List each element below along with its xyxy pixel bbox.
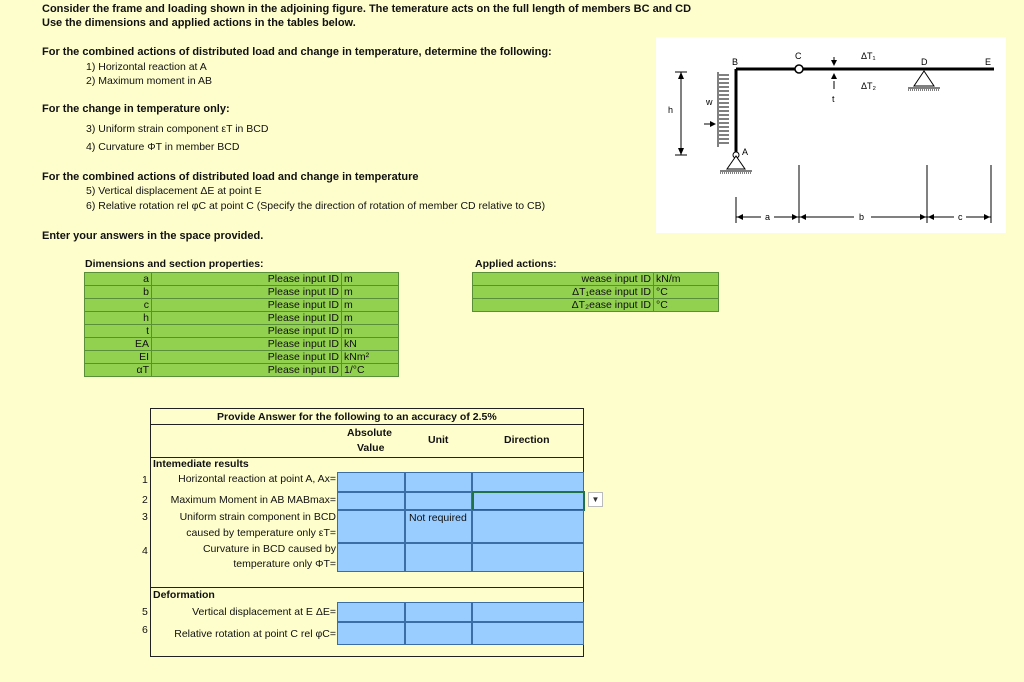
action-unit: °C: [654, 286, 719, 299]
dimension-input[interactable]: Please input ID: [152, 364, 342, 377]
answer-1-direction[interactable]: [472, 472, 584, 492]
answer-5-direction[interactable]: [472, 602, 584, 622]
answer-2-direction-select[interactable]: [472, 491, 585, 511]
dimension-unit: m: [342, 312, 399, 325]
answer-6-unit[interactable]: [405, 622, 472, 645]
answer-5-value[interactable]: [337, 602, 405, 622]
dimension-input[interactable]: Please input ID: [152, 273, 342, 286]
action-row: [473, 299, 719, 312]
dimension-label: αT: [85, 364, 152, 377]
answer-1-value[interactable]: [337, 472, 405, 492]
action-label: ΔT₂: [571, 299, 590, 311]
dimension-label: t: [85, 325, 152, 338]
question-2: 2) Maximum moment in AB: [86, 75, 213, 87]
answer-2-value[interactable]: [337, 492, 405, 510]
dimension-label: EA: [85, 338, 152, 351]
a-dim-label: a: [765, 212, 771, 222]
deformation-label: Deformation: [153, 589, 215, 601]
combined2-title: For the combined actions of distributed load and change in temperature: [42, 171, 419, 183]
col-direction: Direction: [504, 434, 550, 446]
dimension-label: EI: [85, 351, 152, 364]
row-6-label: Relative rotation at point C rel φC=: [174, 628, 336, 640]
dimension-input[interactable]: Please input ID: [152, 338, 342, 351]
answer-3-direction[interactable]: [472, 510, 584, 543]
dimension-row: [85, 364, 399, 377]
dimension-unit: 1/°C: [342, 364, 399, 377]
intro-line-1: Consider the frame and loading shown in the adjoining figure. The temerature acts on the full length of members BC and CD: [42, 3, 692, 15]
h-label: h: [668, 105, 674, 115]
dimension-input[interactable]: Please input ID: [152, 325, 342, 338]
row-number-6: 6: [142, 624, 148, 636]
dimension-row: [85, 312, 399, 325]
intermediate-label: Intemediate results: [153, 458, 249, 470]
row-number-2: 2: [142, 494, 148, 506]
action-input[interactable]: [473, 299, 654, 312]
dimensions-table: [84, 272, 399, 377]
w-label: w: [706, 97, 713, 107]
enter-instruction: Enter your answers in the space provided.: [42, 230, 264, 242]
dimension-input[interactable]: Please input ID: [152, 286, 342, 299]
t-label: t: [832, 94, 835, 104]
temp-title: For the change in temperature only:: [42, 103, 230, 115]
e-point-label: E: [985, 57, 992, 67]
c-dim-label: c: [958, 212, 963, 222]
d-point-label: D: [921, 57, 928, 67]
b-dim-label: b: [859, 212, 865, 222]
b-point-label: B: [732, 57, 739, 67]
col-absolute-2: Value: [357, 442, 385, 454]
row-4-label-b: temperature only ΦT=: [233, 558, 336, 570]
dimension-label: a: [85, 273, 152, 286]
row-5-label: Vertical displacement at E ΔE=: [192, 606, 336, 618]
dimension-row: [85, 338, 399, 351]
dimension-row: [85, 325, 399, 338]
c-point-label: C: [795, 51, 802, 61]
action-value: ease input ID: [589, 273, 651, 285]
col-unit: Unit: [428, 434, 449, 446]
frame-figure: [656, 37, 1006, 233]
dimension-unit: kN: [342, 338, 399, 351]
action-value: ease input ID: [589, 299, 651, 311]
dimension-unit: kNm²: [342, 351, 399, 364]
dimension-unit: m: [342, 273, 399, 286]
row-number-3: 3: [142, 511, 148, 523]
col-absolute-1: Absolute: [347, 427, 392, 439]
answer-6-direction[interactable]: [472, 622, 584, 645]
dimension-input[interactable]: Please input ID: [152, 312, 342, 325]
action-input[interactable]: [473, 286, 654, 299]
action-input[interactable]: [473, 273, 654, 286]
answer-6-value[interactable]: [337, 622, 405, 645]
row-number-4: 4: [142, 545, 148, 557]
dimension-unit: m: [342, 286, 399, 299]
intro-line-2: Use the dimensions and applied actions in the tables below.: [42, 17, 356, 29]
dimension-label: c: [85, 299, 152, 312]
actions-title: Applied actions:: [475, 258, 557, 270]
frame-diagram: [656, 37, 1006, 233]
dimension-label: b: [85, 286, 152, 299]
dimension-input[interactable]: Please input ID: [152, 299, 342, 312]
dimension-row: [85, 286, 399, 299]
answer-4-direction[interactable]: [472, 543, 584, 572]
question-3: 3) Uniform strain component εT in BCD: [86, 123, 269, 135]
actions-table: [472, 272, 719, 312]
dt1-label: ΔT₁: [861, 51, 876, 61]
dropdown-arrow-icon[interactable]: ▼: [588, 492, 603, 507]
question-5: 5) Vertical displacement ΔE at point E: [86, 185, 262, 197]
action-unit: kN/m: [654, 273, 719, 286]
dimension-unit: m: [342, 325, 399, 338]
row-4-label-a: Curvature in BCD caused by: [202, 543, 336, 555]
answer-3-unit: [405, 510, 472, 543]
answer-1-unit[interactable]: [405, 472, 472, 492]
combined-title: For the combined actions of distributed load and change in temperature, determine the following:: [42, 46, 552, 58]
answer-heading: Provide Answer for the following to an accuracy of 2.5%: [217, 411, 497, 423]
answer-3-value[interactable]: [337, 510, 405, 543]
answer-4-unit[interactable]: [405, 543, 472, 572]
question-4: 4) Curvature ΦT in member BCD: [86, 141, 240, 153]
action-label: w: [581, 273, 590, 285]
dimension-row: [85, 351, 399, 364]
row-number-5: 5: [142, 606, 148, 618]
dimension-unit: m: [342, 299, 399, 312]
question-1: 1) Horizontal reaction at A: [86, 61, 207, 73]
dimension-label: h: [85, 312, 152, 325]
row-3-label-a: Uniform strain component in BCD: [179, 511, 336, 523]
question-6: 6) Relative rotation rel φC at point C (Specify the direction of rotation of member CD relative to CB): [86, 200, 546, 212]
row-number-1: 1: [142, 474, 148, 486]
action-unit: °C: [654, 299, 719, 312]
dimension-row: [85, 273, 399, 286]
dt2-label: ΔT₂: [861, 81, 877, 91]
action-row: [473, 286, 719, 299]
action-row: [473, 273, 719, 286]
row-1-label: Horizontal reaction at point A, Ax=: [178, 473, 336, 485]
answer-4-value[interactable]: [337, 543, 405, 572]
dimension-row: [85, 299, 399, 312]
dimensions-title: Dimensions and section properties:: [85, 258, 264, 270]
row-2-label: Maximum Moment in AB MABmax=: [170, 494, 336, 506]
answer-2-unit[interactable]: [405, 492, 472, 510]
not-required-text: Not required: [409, 512, 467, 524]
action-label: ΔT₁: [572, 286, 590, 298]
a-point-label: A: [742, 147, 749, 157]
row-3-label-b: caused by temperature only εT=: [186, 527, 336, 539]
answer-5-unit[interactable]: [405, 602, 472, 622]
action-value: ease input ID: [589, 286, 651, 298]
dimension-input[interactable]: Please input ID: [152, 351, 342, 364]
